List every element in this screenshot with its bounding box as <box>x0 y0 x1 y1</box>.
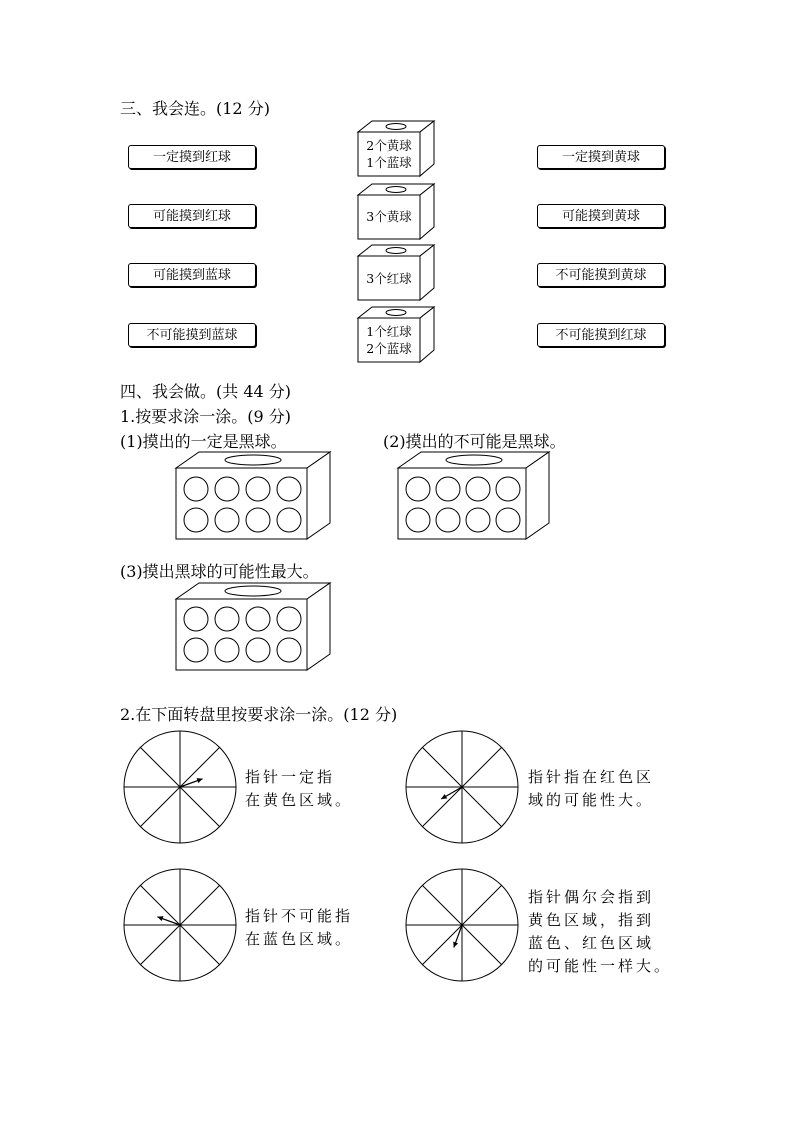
right-label-3[interactable]: 不可能摸到黄球 <box>537 263 665 287</box>
right-label-4[interactable]: 不可能摸到红球 <box>537 323 665 347</box>
q1-part2: (2)摸出的不可能是黑球。 <box>383 432 566 451</box>
spinner2-line1: 指针指在红色区 <box>528 768 655 786</box>
box4-line2: 2个蓝球 <box>366 341 412 356</box>
box1-line2: 1个蓝球 <box>366 155 412 170</box>
spinner4-line1: 指针偶尔会指到 <box>528 888 655 906</box>
right-label-2[interactable]: 可能摸到黄球 <box>537 204 665 228</box>
box3-line1: 3个红球 <box>366 271 412 286</box>
box1-line1: 2个黄球 <box>366 138 412 153</box>
left-label-2[interactable]: 可能摸到红球 <box>128 204 256 228</box>
left-label-3[interactable]: 可能摸到蓝球 <box>128 263 256 287</box>
spinner4-line4: 的可能性一样大。 <box>528 957 673 975</box>
q1-part3: (3)摸出黑球的可能性最大。 <box>120 562 319 581</box>
spinner3-line1: 指针不可能指 <box>245 907 354 925</box>
spinner-2[interactable] <box>406 731 518 843</box>
section4-heading: 四、我会做。(共 44 分) <box>120 382 292 401</box>
right-label-1[interactable]: 一定摸到黄球 <box>537 145 665 169</box>
box4-line1: 1个红球 <box>366 324 412 339</box>
spinner-4[interactable] <box>406 869 518 981</box>
spinner-3[interactable] <box>124 869 236 981</box>
spinner4-line2: 黄色区域，指到 <box>528 911 655 929</box>
spinner1-line2: 在黄色区域。 <box>245 791 354 809</box>
section3-heading: 三、我会连。(12 分) <box>120 99 270 118</box>
spinner4-line3: 蓝色、红色区域 <box>528 934 655 952</box>
spinner3-text <box>245 905 353 951</box>
spinner3-line2: 在蓝色区域。 <box>245 930 354 948</box>
q1-part1: (1)摸出的一定是黑球。 <box>120 432 287 451</box>
q2-heading: 2.在下面转盘里按要求涂一涂。(12 分) <box>120 705 398 724</box>
spinner1-line1: 指针一定指 <box>245 768 336 786</box>
box2-line1: 3个黄球 <box>366 209 412 224</box>
spinner2-line2: 域的可能性大。 <box>528 791 655 809</box>
left-label-4[interactable]: 不可能摸到蓝球 <box>128 323 256 347</box>
left-label-1[interactable]: 一定摸到红球 <box>128 145 256 169</box>
q1-heading: 1.按要求涂一涂。(9 分) <box>120 407 292 426</box>
spinner1-text <box>245 766 353 812</box>
spinner-1[interactable] <box>124 731 236 843</box>
spinner4-text <box>528 886 672 978</box>
spinner2-text <box>528 766 654 812</box>
